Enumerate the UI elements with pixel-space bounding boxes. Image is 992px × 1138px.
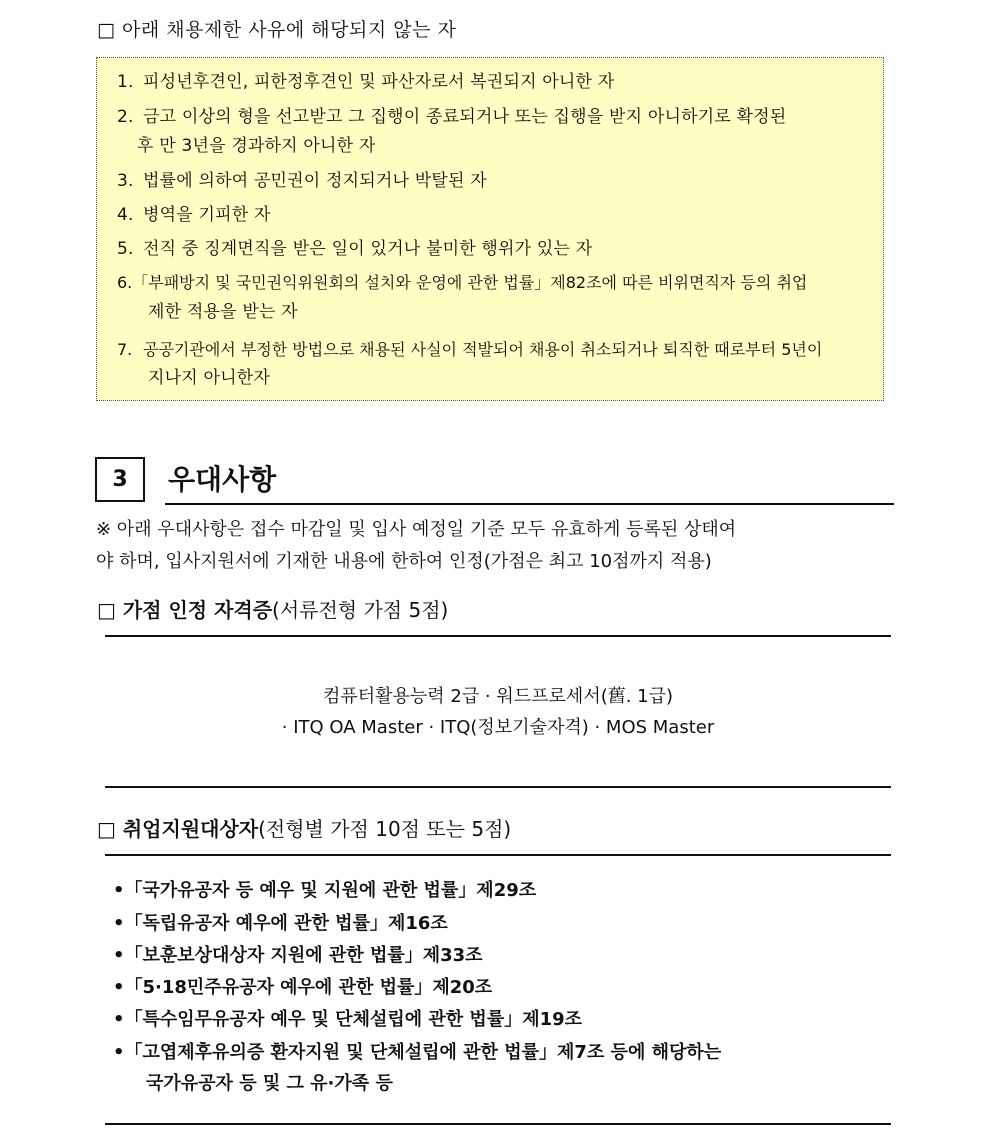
employment-support-bottom-rule bbox=[105, 1123, 891, 1125]
item-number: 7. bbox=[117, 340, 133, 359]
item-text: 피성년후견인, 피한정후견인 및 파산자로서 복권되지 아니한 자 bbox=[143, 72, 615, 92]
law-item-2: •「독립유공자 예우에 관한 법률」제16조 bbox=[113, 913, 448, 934]
item-text: 금고 이상의 형을 선고받고 그 집행이 종료되거나 또는 집행을 받지 아니하기로 확정된 bbox=[143, 107, 787, 127]
restriction-item-7 bbox=[117, 335, 822, 365]
certificates-heading-points: (서류전형 가점 5점) bbox=[272, 598, 449, 622]
certificates-line-1: 컴퓨터활용능력 2급 · 워드프로세서(舊. 1급) bbox=[322, 686, 674, 707]
law-item-6-cont: 국가유공자 등 및 그 유·가족 등 bbox=[146, 1073, 393, 1094]
restriction-item-1 bbox=[117, 67, 614, 97]
restriction-item-6 bbox=[117, 268, 807, 298]
item-number: 5. bbox=[117, 239, 134, 259]
employment-support-heading-points: (전형별 가점 10점 또는 5점) bbox=[258, 817, 512, 841]
restriction-item-2-cont: 후 만 3년을 경과하지 아니한 자 bbox=[137, 136, 376, 156]
item-number: 6. bbox=[117, 273, 133, 292]
employment-support-heading bbox=[97, 815, 511, 843]
employment-support-top-rule bbox=[105, 854, 891, 856]
certificates-heading-title: □ 가점 인정 자격증 bbox=[97, 598, 273, 622]
preference-note-line-2: 야 하며, 입사지원서에 기재한 내용에 한하여 인정(가점은 최고 10점까지 적용) bbox=[96, 551, 712, 572]
law-item-5: •「특수임무유공자 예우 및 단체설립에 관한 법률」제19조 bbox=[113, 1009, 583, 1030]
restriction-item-6-cont: 제한 적용을 받는 자 bbox=[148, 302, 298, 322]
item-number: 1. bbox=[117, 72, 134, 92]
restriction-item-2 bbox=[117, 102, 786, 132]
item-text: 「부패방지 및 국민권익위원회의 설치와 운영에 관한 법률」제82조에 따른 비위면직자 등의 취업 bbox=[132, 273, 808, 292]
certificates-heading bbox=[97, 596, 448, 624]
law-item-4: •「5·18민주유공자 예우에 관한 법률」제20조 bbox=[113, 977, 493, 998]
employment-support-heading-title: □ 취업지원대상자 bbox=[97, 817, 259, 841]
section-title-underline bbox=[165, 503, 894, 505]
certificates-line-2: · ITQ OA Master · ITQ(정보기술자격) · MOS Master bbox=[281, 717, 715, 738]
section-number: 3 bbox=[112, 467, 128, 492]
item-text: 법률에 의하여 공민권이 정지되거나 박탈된 자 bbox=[143, 171, 487, 191]
item-number: 4. bbox=[117, 205, 134, 225]
item-number: 2. bbox=[117, 107, 134, 127]
section-number-box bbox=[95, 457, 145, 502]
certificates-top-rule bbox=[105, 635, 891, 637]
item-text: 공공기관에서 부정한 방법으로 채용된 사실이 적발되어 채용이 취소되거나 퇴직한 때로부터 5년이 bbox=[143, 340, 823, 359]
preference-note-line-1: ※ 아래 우대사항은 접수 마감일 및 입사 예정일 기준 모두 유효하게 등록된 상태여 bbox=[96, 519, 737, 540]
item-text: 병역을 기피한 자 bbox=[143, 205, 271, 225]
item-text: 전직 중 징계면직을 받은 일이 있거나 불미한 행위가 있는 자 bbox=[143, 239, 593, 259]
law-item-3: •「보훈보상대상자 지원에 관한 법률」제33조 bbox=[113, 945, 483, 966]
restriction-item-4 bbox=[117, 200, 271, 230]
preference-note bbox=[96, 514, 896, 578]
restriction-item-5 bbox=[117, 234, 592, 264]
law-item-6: •「고엽제후유의증 환자지원 및 단체설립에 관한 법률」제7조 등에 해당하는 bbox=[113, 1042, 722, 1063]
item-number: 3. bbox=[117, 171, 134, 191]
section-title: 우대사항 bbox=[168, 463, 277, 496]
restriction-item-3 bbox=[117, 166, 487, 196]
certificates-bottom-rule bbox=[105, 786, 891, 788]
law-item-1: •「국가유공자 등 예우 및 지원에 관한 법률」제29조 bbox=[113, 880, 537, 901]
restriction-item-7-cont: 지나지 아니한자 bbox=[148, 368, 270, 388]
restriction-heading: □ 아래 채용제한 사유에 해당되지 않는 자 bbox=[97, 19, 457, 41]
